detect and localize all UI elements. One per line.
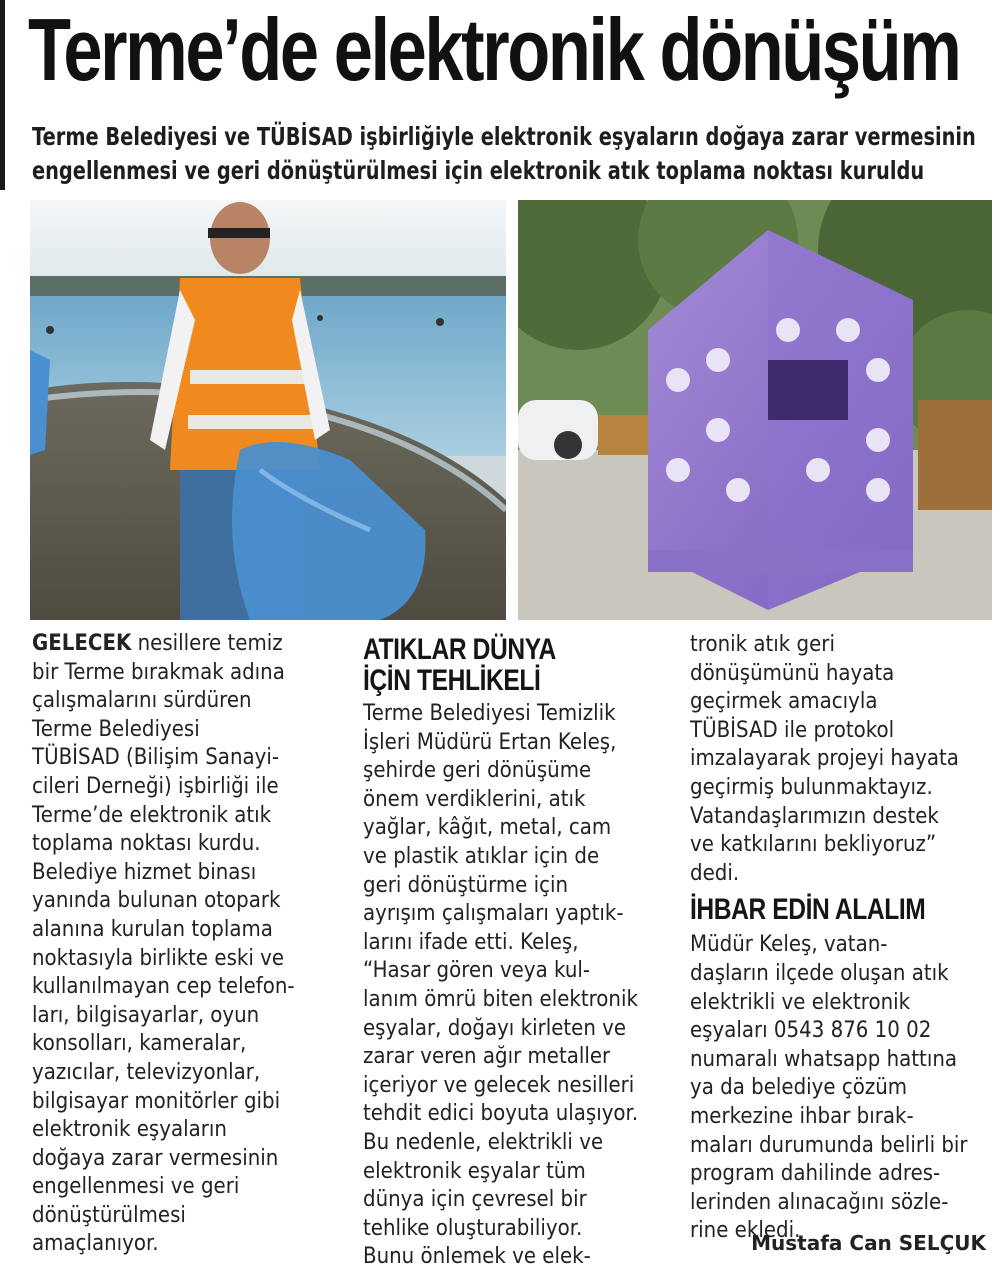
author-byline: Mustafa Can SELÇUK	[751, 1231, 986, 1255]
body-line: geri dönüştürme için	[363, 872, 569, 898]
body-line: tronik atık geri	[690, 632, 835, 657]
body-line: eşyaları 0543 876 10 02	[690, 1018, 932, 1044]
body-line: bir Terme bırakmak adına	[32, 659, 285, 685]
body-line: “Hasar gören veya kul-	[363, 958, 591, 984]
body-line: elektronik eşyalar tüm	[363, 1158, 586, 1184]
body-line: dedi.	[690, 860, 740, 886]
worker-beach-image	[30, 200, 506, 620]
body-line: yazıcılar, televizyonlar,	[32, 1059, 261, 1085]
subheadline	[32, 120, 993, 188]
body-line: dönüşümünü hayata	[690, 660, 895, 686]
body-line: ve plastik atıklar için de	[363, 843, 600, 869]
body-line: bilgisayar monitörler gibi	[32, 1088, 281, 1114]
body-line: engellenmesi ve geri	[32, 1174, 240, 1200]
subhead-line: İÇİN TEHLİKELİ	[363, 664, 541, 697]
body-line: dünya için çevresel bir	[363, 1187, 587, 1213]
body-line: tehlike oluşturabiliyor.	[363, 1215, 583, 1241]
photo-ewaste-kiosk	[518, 200, 992, 620]
body-line: Belediye hizmet binası	[32, 859, 257, 885]
body-line: Terme’de elektronik atık	[32, 802, 272, 828]
body-line: ve katkılarını bekliyoruz”	[690, 832, 937, 858]
body-line: elektrikli ve elektronik	[690, 989, 911, 1015]
body-line: numaralı whatsapp hattına	[690, 1046, 958, 1072]
body-line: cileri Derneği) işbirliği ile	[32, 773, 279, 799]
body-line: TÜBİSAD (Bilişim Sanayi-	[32, 745, 279, 771]
column-3-text-b	[690, 931, 1000, 1246]
body-line: TÜBİSAD ile protokol	[690, 717, 895, 743]
body-line: Müdür Keleş, vatan-	[690, 932, 888, 958]
body-line: maları durumunda belirli bir	[690, 1132, 968, 1158]
ewaste-kiosk-image	[518, 200, 992, 620]
body-line: yağlar, kâğıt, metal, cam	[363, 815, 612, 841]
body-line: çalışmalarını sürdüren	[32, 688, 252, 714]
article-column-2	[363, 630, 693, 1272]
column-1-text	[32, 630, 365, 1259]
lead-word: GELECEK	[32, 631, 132, 656]
body-line: geçirmek amacıyla	[690, 689, 878, 715]
body-line: Terme Belediyesi	[32, 716, 200, 742]
body-line: elektronik eşyaların	[32, 1117, 227, 1143]
body-line: noktasıyla birlikte eski ve	[32, 945, 285, 971]
body-line: şehirde geri dönüşüme	[363, 758, 592, 784]
body-line: eşyalar, doğayı kirleten ve	[363, 1015, 627, 1041]
subhead-atiklar	[363, 634, 691, 696]
subhead-ihbar: İHBAR EDİN ALALIM	[690, 893, 926, 927]
column-2-text	[363, 700, 696, 1272]
body-line: merkezine ihbar bırak-	[690, 1103, 914, 1129]
body-line: toplama noktası kurdu.	[32, 831, 261, 857]
body-line: kullanılmayan cep telefon-	[32, 974, 295, 1000]
body-line: yanında bulunan otopark	[32, 888, 281, 914]
body-line: Terme Belediyesi Temizlik	[363, 701, 616, 726]
article-column-3	[690, 631, 1000, 1246]
body-line: Bu nedenle, elektrikli ve	[363, 1129, 604, 1155]
photo-worker-beach	[30, 200, 506, 620]
body-line: daşların ilçede oluşan atık	[690, 960, 949, 986]
body-line: lerinden alınacağını sözle-	[690, 1189, 949, 1215]
body-line: doğaya zarar vermesinin	[32, 1145, 279, 1171]
body-line: Bunu önlemek ve elek-	[363, 1244, 591, 1270]
headline: Terme’de elektronik dönüşüm	[28, 0, 960, 99]
body-line: nesillere temiz	[131, 631, 283, 656]
body-line: program dahilinde adres-	[690, 1161, 941, 1187]
subheadline-line-2: engellenmesi ve geri dönüştürülmesi için elektronik atık toplama noktası kuruldu	[32, 156, 925, 185]
body-line: İşleri Müdürü Ertan Keleş,	[363, 729, 617, 755]
column-3-text-a	[690, 631, 1000, 888]
body-line: alanına kurulan toplama	[32, 916, 273, 942]
body-line: konsolları, kameralar,	[32, 1031, 247, 1057]
body-line: rine ekledi.	[690, 1218, 801, 1244]
body-line: ayrışım çalışmaları yaptık-	[363, 901, 624, 927]
body-line: geçirmiş bulunmaktayız.	[690, 774, 933, 800]
body-line: tehdit edici boyuta ulaşıyor.	[363, 1101, 639, 1127]
body-line: larını ifade etti. Keleş,	[363, 929, 579, 955]
body-line: lanım ömrü biten elektronik	[363, 986, 638, 1012]
body-line: içeriyor ve gelecek nesilleri	[363, 1072, 635, 1098]
body-line: zarar veren ağır metaller	[363, 1044, 611, 1070]
body-line: imzalayarak projeyi hayata	[690, 746, 959, 772]
body-line: Vatandaşlarımızın destek	[690, 803, 939, 829]
body-line: amaçlanıyor.	[32, 1231, 159, 1257]
body-line: ları, bilgisayarlar, oyun	[32, 1002, 260, 1028]
body-line: dönüştürülmesi	[32, 1202, 186, 1228]
subheadline-line-1: Terme Belediyesi ve TÜBİSAD işbirliğiyle elektronik eşyaların doğaya zarar vermesinin	[32, 122, 976, 151]
body-line: ya da belediye çözüm	[690, 1075, 908, 1101]
left-margin-rule	[0, 0, 5, 190]
body-line: önem verdiklerini, atık	[363, 786, 586, 812]
subhead-line: ATIKLAR DÜNYA	[363, 633, 556, 666]
article-column-1	[32, 630, 362, 1259]
